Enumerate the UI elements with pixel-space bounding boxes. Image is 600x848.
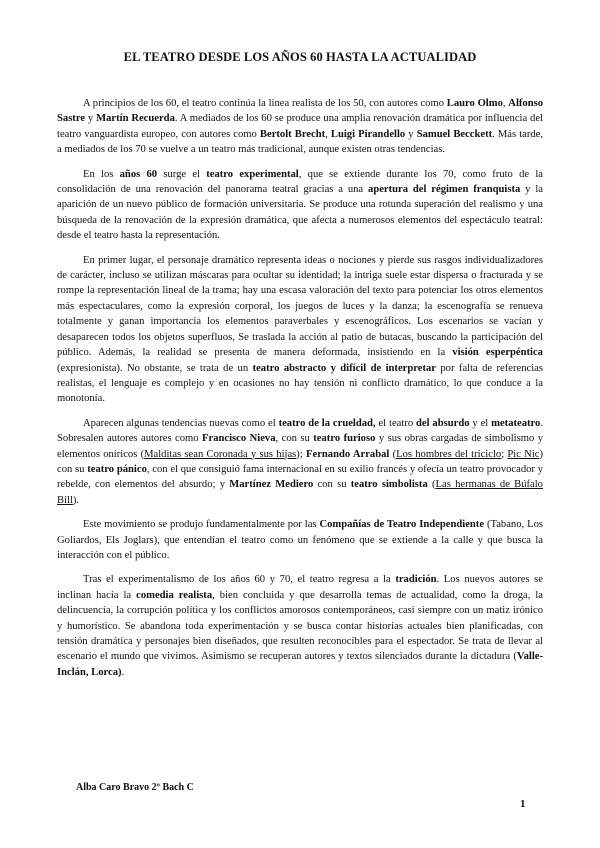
page-title: EL TEATRO DESDE LOS AÑOS 60 HASTA LA ACTUALIDAD bbox=[123, 50, 477, 64]
paragraph-3: En primer lugar, el personaje dramático representa ideas o nociones y pierde sus rasgos individualizadores de carácter, incluso se utilizan máscaras para ocultar su identidad; la intriga suele estar dispersa o fracturada y se rompe la representación lineal de la trama; hay una escasa valoración del texto para potenciar los otros elementos más espectaculares, como la expresión corporal, los juegos de luces y la danza; la escenografía se renueva totalmente y ganan importancia los elementos paraverbales y escenográficos. Los escenarios se vacían y desaparecen todos los objetos superfluos, Se traslada la acción al patio de butacas, buscando la participación del público. Además, la realidad se presenta de manera deformada, insistiendo en la visión esperpéntica (expresionista). No obstante, se trata de un teatro abstracto y difícil de interpretar por falta de referencias realistas, el lenguaje es complejo y en ocasiones no hay tensión ni conflicto dramático, lo que conduce a la monotonía. bbox=[57, 254, 543, 405]
document-body bbox=[57, 96, 543, 689]
paragraph-2: En los años 60 surge el teatro experimental, que se extiende durante los 70, como fruto de la consolidación de una renovación del panorama teatral gracias a una apertura del régimen franquista y la aparición de un nuevo público de formación universitaria. Se produce una rotunda superación del realismo y una búsqueda de la renovación de la expresión dramática, que afecta a numerosos elementos del espectáculo teatral: desde el teatro hasta la representación. bbox=[57, 168, 543, 242]
paragraph-5: Este movimiento se produjo fundamentalmente por las Compañías de Teatro Independiente (Tabano, Los Goliardos, Els Joglars), que entendían el teatro como un fenómeno que se extiende a la calle y que busca la interacción con el público. bbox=[57, 519, 543, 561]
page-number: 1 bbox=[520, 798, 526, 810]
paragraph-1: A principios de los 60, el teatro continúa la línea realista de los 50, con autores como Lauro Olmo, Alfonso Sastre y Martín Recuerda. A mediados de los 60 se produce una amplia renovación dramática por influencia del teatro vanguardista europeo, con autores como Bertolt Brecht, Luigi Pirandello y Samuel Becckett. Más tarde, a mediados de los 70 se vuelve a un teatro más tradicional, aunque existen otras tendencias. bbox=[57, 98, 544, 156]
footer-author: Alba Caro Bravo 2º Bach C bbox=[76, 782, 194, 793]
paragraph-6: Tras el experimentalismo de los años 60 y 70, el teatro regresa a la tradición. Los nuevos autores se inclinan hacia la comedia realista, bien concluida y que desarrolla temas de actualidad, como la droga, la delincuencia, la corrupción política y los conflictos amorosos contemporáneos, casi siempre con un matiz irónico y humorístico. Se abandona toda experimentación y se busca contar historias actuales bien planificadas, con tensión dramática y personajes bien diseñados, que resulten reconocibles para el espectador. Se trata de llevar al escenario el mundo que vivimos. Asimismo se recuperan autores y textos silenciados durante la dictadura (Valle-Inclán, Lorca). bbox=[57, 574, 544, 678]
paragraph-4: Aparecen algunas tendencias nuevas como el teatro de la crueldad, el teatro del absurdo y el metateatro. Sobresalen autores autores como Francisco Nieva, con su teatro furioso y sus obras cargadas de simbolismo y elementos oníricos (Malditas sean Coronada y sus hijas); Fernando Arrabal (Los hombres del triciclo; Pic Nic) con su teatro pánico, con el que consiguió fama internacional en su exilio francés y ofecía un teatro provocador y rebelde, con elementos del absurdo; y Martínez Mediero con su teatro simbolista (Las hermanas de Búfalo Bill). bbox=[57, 417, 544, 506]
